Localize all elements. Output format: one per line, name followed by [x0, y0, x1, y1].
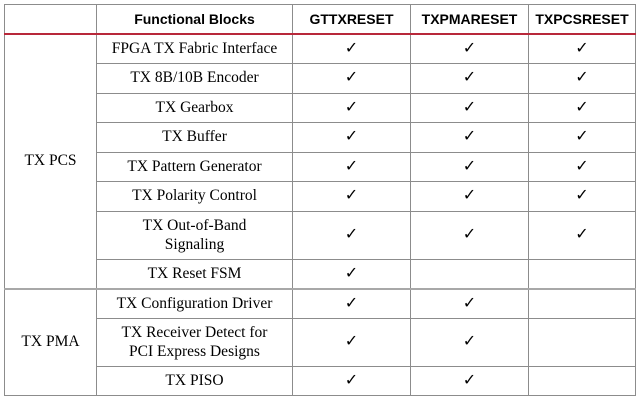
header-gttxreset: GTTXRESET — [293, 5, 411, 35]
table-row — [5, 64, 636, 94]
table-row — [5, 259, 636, 289]
table-row — [5, 93, 636, 123]
checkmark-icon: ✓ — [529, 93, 636, 123]
header-corner-cell — [5, 5, 97, 35]
checkmark-icon: ✓ — [293, 182, 411, 212]
checkmark-icon: ✓ — [411, 366, 529, 396]
header-txpmareset: TXPMARESET — [411, 5, 529, 35]
table-row — [5, 211, 636, 259]
checkmark-icon: ✓ — [411, 182, 529, 212]
functional-block-cell: TX Reset FSM — [97, 259, 293, 289]
functional-block-cell: TX Polarity Control — [97, 182, 293, 212]
checkmark-icon: ✓ — [529, 34, 636, 64]
functional-block-cell: TX 8B/10B Encoder — [97, 64, 293, 94]
table-row — [5, 152, 636, 182]
block-label-line: PCI Express Designs — [129, 343, 260, 360]
functional-block-cell: TX Buffer — [97, 123, 293, 153]
functional-block-cell — [97, 318, 293, 366]
functional-block-cell: FPGA TX Fabric Interface — [97, 34, 293, 64]
checkmark-icon: ✓ — [411, 289, 529, 319]
table-row — [5, 182, 636, 212]
functional-block-cell: TX Gearbox — [97, 93, 293, 123]
block-label-line: TX Out-of-Band — [142, 217, 247, 234]
checkmark-icon: ✓ — [293, 366, 411, 396]
table-body — [5, 34, 636, 396]
functional-block-cell: TX Pattern Generator — [97, 152, 293, 182]
checkmark-icon: ✓ — [411, 318, 529, 366]
checkmark-icon: ✓ — [293, 211, 411, 259]
empty-cell — [529, 259, 636, 289]
empty-cell — [529, 289, 636, 319]
checkmark-icon: ✓ — [293, 259, 411, 289]
table-row — [5, 289, 636, 319]
checkmark-icon: ✓ — [411, 211, 529, 259]
checkmark-icon: ✓ — [529, 123, 636, 153]
checkmark-icon: ✓ — [293, 318, 411, 366]
checkmark-icon: ✓ — [529, 152, 636, 182]
checkmark-icon: ✓ — [411, 34, 529, 64]
checkmark-icon: ✓ — [529, 182, 636, 212]
group-label: TX PCS — [5, 34, 97, 289]
header-functional-blocks: Functional Blocks — [97, 5, 293, 35]
table-row — [5, 318, 636, 366]
checkmark-icon: ✓ — [411, 64, 529, 94]
empty-cell — [529, 318, 636, 366]
functional-block-cell: TX Configuration Driver — [97, 289, 293, 319]
header-row — [5, 5, 636, 35]
checkmark-icon: ✓ — [293, 64, 411, 94]
header-txpcsreset: TXPCSRESET — [529, 5, 636, 35]
table-row — [5, 123, 636, 153]
table-row — [5, 366, 636, 396]
reset-functional-blocks-table — [4, 4, 636, 396]
empty-cell — [529, 366, 636, 396]
functional-block-cell: TX PISO — [97, 366, 293, 396]
checkmark-icon: ✓ — [529, 64, 636, 94]
checkmark-icon: ✓ — [293, 289, 411, 319]
checkmark-icon: ✓ — [411, 123, 529, 153]
checkmark-icon: ✓ — [411, 93, 529, 123]
block-label-line: TX Receiver Detect for — [121, 324, 268, 341]
checkmark-icon: ✓ — [529, 211, 636, 259]
block-label-line: Signaling — [164, 236, 225, 253]
checkmark-icon: ✓ — [293, 123, 411, 153]
table-row — [5, 34, 636, 64]
empty-cell — [411, 259, 529, 289]
checkmark-icon: ✓ — [411, 152, 529, 182]
checkmark-icon: ✓ — [293, 93, 411, 123]
checkmark-icon: ✓ — [293, 152, 411, 182]
functional-block-cell — [97, 211, 293, 259]
checkmark-icon: ✓ — [293, 34, 411, 64]
group-label: TX PMA — [5, 289, 97, 396]
